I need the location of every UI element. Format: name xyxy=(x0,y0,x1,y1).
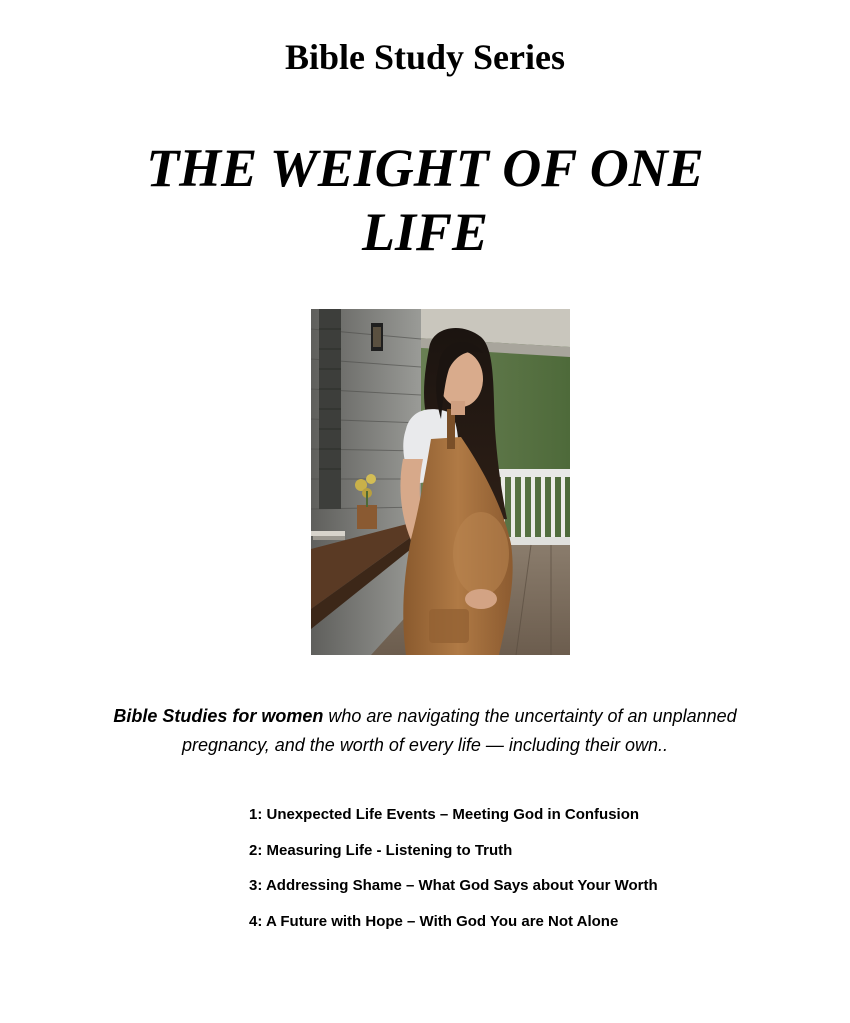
intro-line-2: pregnancy, and the worth of every life — including their own.. xyxy=(182,735,668,755)
cover-photo xyxy=(311,309,570,655)
title-line-2: LIFE xyxy=(361,202,489,262)
intro-rest-line-1: who are navigating the uncertainty of an unplanned xyxy=(323,706,737,726)
lesson-item-1: 1: Unexpected Life Events – Meeting God in Confusion xyxy=(249,806,640,823)
intro-bold: Bible Studies for women xyxy=(113,706,324,726)
lesson-list xyxy=(249,803,658,945)
lesson-item-4: 4: A Future with Hope – With God You are Not Alone xyxy=(249,912,619,930)
lesson-item-3: 3: Addressing Shame – What God Says about Your Worth xyxy=(249,877,658,894)
lesson-item-2: 2: Measuring Life - Listening to Truth xyxy=(249,841,513,859)
title-line-1: THE WEIGHT OF ONE xyxy=(146,138,704,198)
document-title xyxy=(0,136,850,264)
intro-text xyxy=(60,702,790,760)
series-title: Bible Study Series xyxy=(284,37,566,77)
